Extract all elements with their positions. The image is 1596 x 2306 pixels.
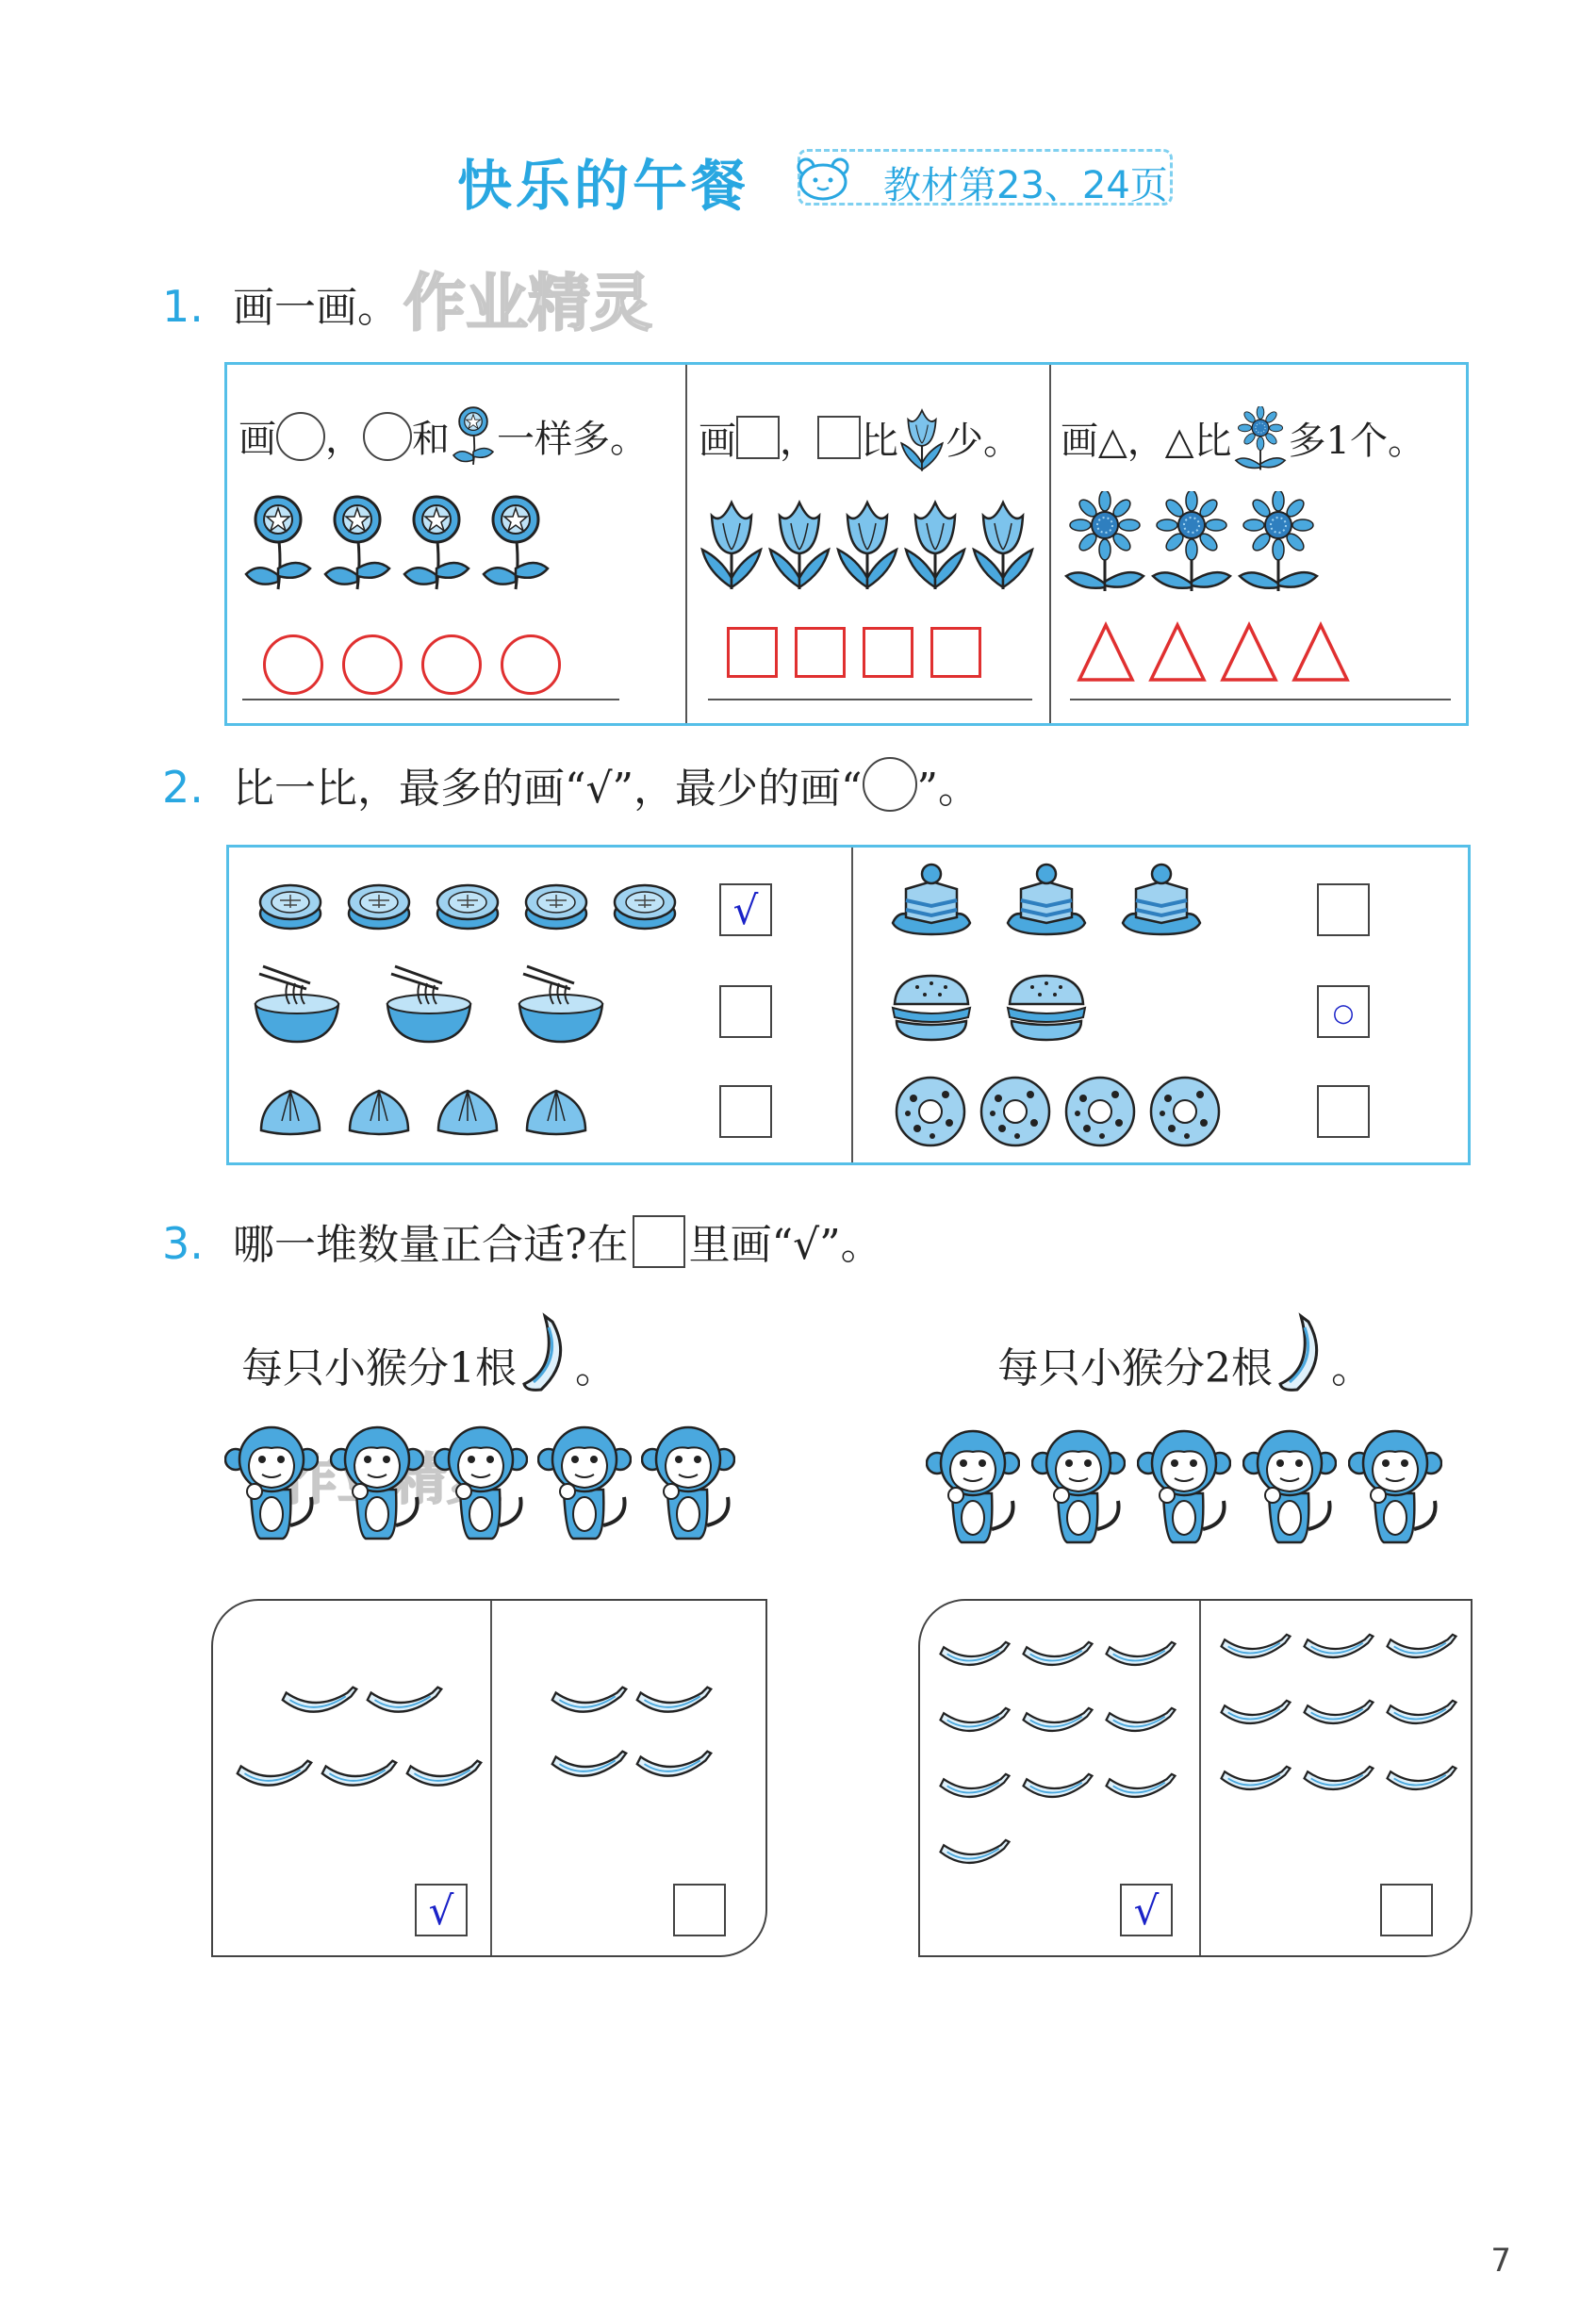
answer-triangles bbox=[1076, 619, 1377, 685]
q3-number: 3. bbox=[162, 1218, 204, 1269]
text: 少。 bbox=[946, 420, 1021, 463]
burger-icon bbox=[1004, 970, 1089, 1046]
banana-icon bbox=[1384, 1693, 1459, 1737]
banana-icon bbox=[1273, 1312, 1331, 1395]
q3-group1-tray bbox=[211, 1599, 767, 1957]
page-title: 快乐的午餐 bbox=[457, 154, 750, 218]
cookie-icon bbox=[978, 1074, 1053, 1149]
circle-symbol bbox=[363, 412, 412, 461]
banana-icon bbox=[1384, 1759, 1459, 1803]
answer-line bbox=[242, 699, 619, 700]
circle-symbol bbox=[276, 412, 325, 461]
banana-icon bbox=[1384, 1627, 1459, 1671]
banana-icon bbox=[364, 1680, 445, 1725]
tulip-icon bbox=[834, 497, 900, 591]
noodle-bowl-icon bbox=[382, 961, 476, 1046]
circle-mark: ○ bbox=[1332, 999, 1355, 1028]
mooncake-icon bbox=[346, 880, 412, 932]
answer-box[interactable] bbox=[1317, 1085, 1370, 1138]
sunflower-icon bbox=[1062, 491, 1147, 595]
banana-icon bbox=[549, 1680, 630, 1725]
morning-glory-icon bbox=[450, 406, 497, 470]
answer-circle bbox=[342, 634, 403, 695]
text: 画△，△比 bbox=[1061, 420, 1232, 463]
answer-circle bbox=[421, 634, 482, 695]
banana-icon bbox=[937, 1833, 1012, 1876]
mark bbox=[1319, 1087, 1368, 1136]
banana-icon bbox=[1020, 1635, 1095, 1678]
banana-icon bbox=[1103, 1767, 1178, 1810]
bear-icon bbox=[795, 157, 851, 201]
q3-instruction-b: 里画“√”。 bbox=[688, 1221, 882, 1269]
monkey-icon bbox=[330, 1422, 424, 1544]
square-symbol bbox=[817, 416, 861, 459]
monkey-icon bbox=[1137, 1425, 1231, 1548]
sunflower-icon bbox=[1232, 406, 1289, 472]
text: 一样多。 bbox=[497, 418, 648, 461]
check-mark: √ bbox=[428, 1887, 454, 1934]
check-mark: √ bbox=[1133, 1887, 1160, 1934]
text: ， bbox=[325, 418, 363, 461]
banana-icon bbox=[1218, 1759, 1293, 1803]
mark bbox=[721, 987, 770, 1036]
q3-group2-caption: 每只小猴分2根 。 bbox=[997, 1312, 1373, 1395]
answer-triangle bbox=[1223, 625, 1275, 680]
answer-box[interactable] bbox=[719, 883, 772, 936]
monkey-icon bbox=[224, 1422, 319, 1544]
tray-divider bbox=[1199, 1601, 1201, 1955]
q2-number: 2. bbox=[162, 762, 204, 813]
q3-group2-tray bbox=[918, 1599, 1473, 1957]
text: 画 bbox=[239, 418, 276, 461]
watermark: 作业精灵 bbox=[403, 267, 652, 339]
mark bbox=[1319, 885, 1368, 934]
morning-glory-icon bbox=[320, 495, 395, 599]
q1-divider bbox=[685, 365, 687, 723]
cookie-icon bbox=[1062, 1074, 1138, 1149]
mark bbox=[1382, 1886, 1431, 1935]
cake-icon bbox=[889, 861, 974, 936]
banana-icon bbox=[319, 1754, 400, 1799]
monkey-icon bbox=[641, 1422, 735, 1544]
square-symbol bbox=[736, 416, 780, 459]
mooncake-icon bbox=[435, 880, 501, 932]
q1-panel2-instruction bbox=[699, 406, 1021, 472]
mark bbox=[721, 1087, 770, 1136]
banana-icon bbox=[633, 1744, 715, 1789]
bun-icon bbox=[257, 1083, 323, 1140]
cake-icon bbox=[1119, 861, 1204, 936]
answer-box[interactable] bbox=[1380, 1884, 1433, 1936]
noodle-bowl-icon bbox=[250, 961, 344, 1046]
circle-symbol bbox=[863, 757, 917, 812]
answer-box[interactable] bbox=[415, 1884, 468, 1936]
banana-icon bbox=[1218, 1693, 1293, 1737]
q3-instruction-a: 哪一堆数量正合适?在 bbox=[232, 1221, 629, 1269]
monkey-icon bbox=[926, 1425, 1020, 1548]
caption-text: 每只小猴分1根 bbox=[241, 1344, 517, 1392]
tulip-icon bbox=[902, 497, 968, 591]
mooncake-icon bbox=[612, 880, 678, 932]
q2-instruction-a: 比一比，最多的画“√”，最少的画“ bbox=[232, 765, 863, 813]
answer-triangle bbox=[1151, 625, 1204, 680]
morning-glory-icon bbox=[399, 495, 474, 599]
answer-box[interactable] bbox=[1120, 1884, 1173, 1936]
bun-icon bbox=[523, 1083, 589, 1140]
q1-panel3-instruction bbox=[1061, 406, 1425, 472]
q2-heading bbox=[162, 754, 979, 815]
morning-glory-icon bbox=[240, 495, 316, 599]
text: ， bbox=[780, 420, 817, 463]
tulip-icon bbox=[766, 497, 832, 591]
page-number: 7 bbox=[1490, 2242, 1511, 2280]
answer-line bbox=[1070, 699, 1451, 700]
answer-line bbox=[708, 699, 1032, 700]
tulip-icon bbox=[970, 497, 1036, 591]
noodle-bowl-icon bbox=[514, 961, 608, 1046]
q1-number: 1. bbox=[162, 281, 204, 332]
banana-icon bbox=[1301, 1693, 1376, 1737]
banana-icon bbox=[937, 1635, 1012, 1678]
banana-icon bbox=[403, 1754, 485, 1799]
text: 和 bbox=[412, 418, 450, 461]
answer-box[interactable] bbox=[673, 1884, 726, 1936]
bun-icon bbox=[346, 1083, 412, 1140]
answer-box[interactable] bbox=[1317, 883, 1370, 936]
cookie-icon bbox=[1147, 1074, 1223, 1149]
caption-text: 每只小猴分2根 bbox=[997, 1344, 1273, 1392]
monkey-icon bbox=[1031, 1425, 1126, 1548]
answer-triangle bbox=[1294, 625, 1347, 680]
answer-square bbox=[863, 627, 913, 678]
q3-heading bbox=[162, 1211, 882, 1271]
banana-icon bbox=[1218, 1627, 1293, 1671]
tulip-icon bbox=[898, 406, 946, 472]
banana-icon bbox=[234, 1754, 315, 1799]
sunflower-icon bbox=[1236, 491, 1321, 595]
answer-square bbox=[795, 627, 846, 678]
monkey-icon bbox=[434, 1422, 528, 1544]
banana-icon bbox=[937, 1767, 1012, 1810]
monkey-icon bbox=[1348, 1425, 1442, 1548]
q1-instruction: 画一画。 bbox=[232, 284, 399, 332]
banana-icon bbox=[1301, 1627, 1376, 1671]
mooncake-icon bbox=[523, 880, 589, 932]
banana-icon bbox=[1020, 1701, 1095, 1744]
q2-frame bbox=[226, 845, 1471, 1165]
cookie-icon bbox=[893, 1074, 968, 1149]
q2-divider bbox=[851, 848, 853, 1162]
textbook-reference bbox=[798, 149, 1173, 206]
square-symbol bbox=[633, 1215, 685, 1268]
sunflower-icon bbox=[1149, 491, 1234, 595]
answer-triangle bbox=[1079, 625, 1132, 680]
banana-icon bbox=[1020, 1767, 1095, 1810]
q2-instruction-b: ”。 bbox=[916, 765, 980, 813]
banana-icon bbox=[1301, 1759, 1376, 1803]
answer-circle bbox=[501, 634, 561, 695]
text: 比 bbox=[861, 420, 898, 463]
banana-icon bbox=[549, 1744, 630, 1789]
answer-box[interactable] bbox=[719, 1085, 772, 1138]
header bbox=[0, 141, 1596, 217]
banana-icon bbox=[1103, 1635, 1178, 1678]
q1-frame bbox=[224, 362, 1469, 726]
answer-square bbox=[930, 627, 981, 678]
q1-panel1-instruction bbox=[239, 406, 648, 470]
reference-text: 教材第23、24页 bbox=[883, 164, 1168, 207]
check-mark: √ bbox=[732, 887, 759, 933]
text: 画 bbox=[699, 420, 736, 463]
monkey-icon bbox=[1242, 1425, 1337, 1548]
burger-icon bbox=[889, 970, 974, 1046]
banana-icon bbox=[937, 1701, 1012, 1744]
banana-icon bbox=[633, 1680, 715, 1725]
banana-icon bbox=[279, 1680, 360, 1725]
bun-icon bbox=[435, 1083, 501, 1140]
answer-box[interactable] bbox=[1317, 985, 1370, 1038]
banana-icon bbox=[1103, 1701, 1178, 1744]
text: 多1个。 bbox=[1288, 420, 1425, 463]
mark bbox=[675, 1886, 724, 1935]
mooncake-icon bbox=[257, 880, 323, 932]
q3-group1-caption: 每只小猴分1根 。 bbox=[241, 1312, 617, 1395]
q1-divider bbox=[1049, 365, 1051, 723]
tray-divider bbox=[490, 1601, 492, 1955]
answer-circle bbox=[263, 634, 323, 695]
monkey-icon bbox=[537, 1422, 632, 1544]
answer-square bbox=[727, 627, 778, 678]
tulip-icon bbox=[699, 497, 765, 591]
q1-heading bbox=[162, 273, 399, 334]
morning-glory-icon bbox=[478, 495, 553, 599]
cake-icon bbox=[1004, 861, 1089, 936]
answer-box[interactable] bbox=[719, 985, 772, 1038]
banana-icon bbox=[517, 1312, 575, 1395]
